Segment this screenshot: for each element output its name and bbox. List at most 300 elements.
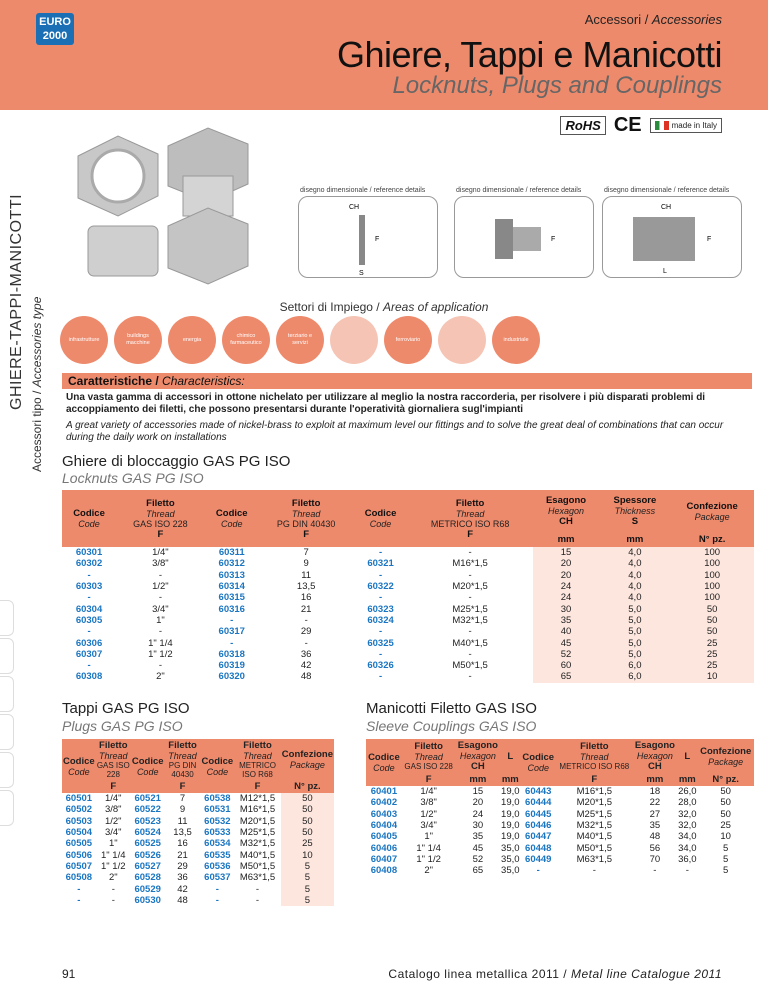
table-cell: 1" 1/4 <box>101 849 126 861</box>
table-cell: 5 <box>281 872 334 883</box>
area-services-icon: terziario e servizi <box>276 316 324 364</box>
table-cell: 10 <box>670 671 754 682</box>
table-cell: 60526 <box>134 849 161 861</box>
table-cell: 60303 <box>75 581 103 593</box>
svg-text:CH: CH <box>349 204 360 211</box>
table-cell: 35 <box>472 831 484 843</box>
table-cell: 65 <box>533 671 600 682</box>
table-cell: 5,0 <box>599 626 670 637</box>
table-cell: 1/2" <box>104 815 122 827</box>
table-cell: - <box>158 660 162 672</box>
table-cell: 60501 <box>65 793 93 805</box>
table-cell: 1" <box>108 838 118 850</box>
sidebar <box>0 110 44 994</box>
table-cell: 13,5 <box>173 827 192 839</box>
table-cell: 52 <box>533 649 600 660</box>
table-cell: - <box>468 547 472 559</box>
table-cell: 1" <box>424 831 433 843</box>
table-cell: 50 <box>670 626 754 637</box>
svg-text:F: F <box>375 236 380 243</box>
table-cell: 1/2" <box>420 808 437 820</box>
table-cell: 5,0 <box>599 637 670 648</box>
table-cell: 4,0 <box>599 570 670 581</box>
table-cell: 50 <box>281 804 334 815</box>
table-cell: 60317 <box>218 626 245 638</box>
table-cell: 25 <box>670 660 754 671</box>
table-cell: 1" 1/4 <box>416 842 441 854</box>
table-cell: 6,0 <box>599 660 670 671</box>
table-cell: 60402 <box>370 797 398 809</box>
table-cell: - <box>304 614 308 626</box>
table-row <box>366 820 754 831</box>
table-cell: - <box>77 894 81 906</box>
table-cell: 24 <box>472 808 484 820</box>
table-cell: 24 <box>533 581 600 592</box>
ce-mark: CE <box>613 114 642 136</box>
table-cell: 60448 <box>525 842 552 854</box>
table-cell: 35,0 <box>501 865 520 877</box>
table-cell: 11 <box>177 815 188 827</box>
sidebar-tabs <box>0 600 14 828</box>
plugs-title: Tappi GAS PG ISO <box>62 700 190 717</box>
table-cell: - <box>468 648 472 660</box>
table-cell: 2" <box>424 865 433 877</box>
table-cell: 60401 <box>370 786 398 798</box>
table-cell: M16*1,5 <box>576 786 613 798</box>
table-cell: 5 <box>723 853 729 865</box>
table-cell: 25 <box>720 820 731 832</box>
table-cell: - <box>111 894 115 906</box>
table-cell: 60307 <box>75 648 103 660</box>
table-cell: 60503 <box>65 815 93 827</box>
table-cell: - <box>77 883 81 895</box>
table-row <box>366 842 754 853</box>
italy-flag-icon <box>655 121 669 130</box>
table-cell: M16*1,5 <box>239 804 276 816</box>
table-cell: M16*1,5 <box>452 558 488 570</box>
table-cell: 70 <box>649 853 661 865</box>
table-cell: - <box>215 883 219 895</box>
table-row <box>62 570 754 581</box>
table-cell: M63*1,5 <box>576 853 613 865</box>
table-cell: M32*1,5 <box>576 820 613 832</box>
table-cell: 19,0 <box>501 786 520 798</box>
table-cell: 60536 <box>204 860 231 872</box>
table-row <box>62 615 754 626</box>
table-cell: 60324 <box>367 614 394 626</box>
table-cell: - <box>87 569 91 581</box>
table-cell: 52 <box>472 853 484 865</box>
svg-text:S: S <box>359 270 364 277</box>
table-cell: - <box>255 894 260 906</box>
table-cell: 19,0 <box>501 808 520 820</box>
table-cell: 60529 <box>134 883 161 895</box>
table-cell: 60508 <box>65 872 93 884</box>
table-row <box>62 804 334 815</box>
table-cell: - <box>158 626 162 638</box>
svg-text:F: F <box>707 236 712 243</box>
table-row <box>62 861 334 872</box>
table-cell: 60443 <box>525 786 552 798</box>
table-row <box>366 854 754 865</box>
table-cell: 60305 <box>75 614 103 626</box>
table-cell: 27 <box>649 808 661 820</box>
table-cell: 45 <box>533 637 600 648</box>
table-cell: M25*1,5 <box>452 603 488 615</box>
table-cell: 48 <box>300 671 312 683</box>
area-industrial-icon: industriale <box>492 316 540 364</box>
table-cell: 13,5 <box>296 581 316 593</box>
table-cell: 42 <box>177 883 188 895</box>
table-cell: 20 <box>533 558 600 569</box>
table-cell: 35 <box>533 615 600 626</box>
table-cell: - <box>592 865 596 877</box>
table-cell: M25*1,5 <box>239 827 276 839</box>
table-cell: - <box>536 865 540 877</box>
table-cell: 30 <box>472 820 484 832</box>
table-cell: 60314 <box>218 581 245 593</box>
table-cell: 60522 <box>134 804 161 816</box>
svg-text:F: F <box>551 236 556 243</box>
table-cell: 60 <box>533 660 600 671</box>
table-cell: 60535 <box>204 849 231 861</box>
table-cell: 36 <box>177 872 188 884</box>
table-cell: 20 <box>533 570 600 581</box>
table-row <box>62 872 334 883</box>
brand-logo: EURO 2000 <box>36 13 74 45</box>
table-cell: 29 <box>300 626 312 638</box>
table-cell: - <box>87 626 91 638</box>
characteristics-text-it: Una vasta gamma di accessori in ottone nichelato per utilizzare al meglio la nostra raccorderia, per risolvere i più disparati problemi di accoppiamento dei filetti, che possono presentarsi durante l'operatività giornaliera sugl'impianti <box>66 392 706 415</box>
table-cell: - <box>378 592 383 604</box>
table-cell: 5,0 <box>599 649 670 660</box>
table-cell: 10 <box>281 849 334 860</box>
table-cell: 60316 <box>218 603 245 615</box>
table-cell: 7 <box>179 793 186 805</box>
table-cell: - <box>230 637 234 649</box>
table-cell: - <box>255 883 260 895</box>
product-photo <box>58 116 288 286</box>
page-title: Ghiere, Tappi e Manicotti <box>336 34 722 75</box>
locknuts-subtitle: Locknuts GAS PG ISO <box>62 470 204 486</box>
svg-text:L: L <box>663 268 667 275</box>
table-cell: 1/4" <box>420 786 437 798</box>
table-cell: 60538 <box>204 793 231 805</box>
table-cell: 36 <box>300 648 312 660</box>
table-cell: 60534 <box>204 838 231 850</box>
table-cell: 1" 1/2 <box>148 648 173 660</box>
table-cell: 60306 <box>75 637 103 649</box>
table-cell: 60449 <box>525 853 552 865</box>
table-cell: 2" <box>156 671 165 683</box>
certification-marks <box>560 114 722 137</box>
table-cell: 60523 <box>134 815 161 827</box>
table-cell: 30 <box>533 603 600 614</box>
locknuts-table: Codice Code Filetto Thread GAS ISO 228 F Codice Code Filetto Thread PG DIN 40430 F Codice Code Filetto Thread METRICO ISO R68 F Esagono Hexagon CH Spessore Thickness S Confezione Package mm mm N° pz. 60301 1/4" 60311 7 - - 15 4,0 100 60302 3/8" 60312 9 60321 M16*1,5 20 4,0 100 - - 60313 11 - - 20 4,0 100 60303 1/2" 60314 13,5 60322 M20*1,5 24 4,0 100 - - 60315 16 - - 24 4,0 100 60304 3/4" 60316 21 60323 M25*1,5 30 5,0 50 60305 1" - - 60324 M32*1,5 35 5,0 50 - - 60317 29 - - 40 5,0 50 60306 1" 1/4 - - 60325 M40*1,5 45 5,0 25 60307 1" 1/2 60318 36 - - 52 5,0 25 - - 60319 42 60326 M50*1,5 60 6,0 25 60308 2" 60320 48 - - 65 6,0 10 <box>62 490 754 683</box>
drawing-label-3: disegno dimensionale / reference details <box>604 187 730 194</box>
table-cell: 60405 <box>370 831 398 843</box>
table-cell: 36,0 <box>678 853 697 865</box>
table-cell: 4,0 <box>599 592 670 603</box>
table-cell: 32,0 <box>678 820 697 832</box>
table-cell: 60444 <box>525 797 552 809</box>
table-cell: 100 <box>670 558 754 569</box>
drawing-label-1: disegno dimensionale / reference details <box>300 187 426 194</box>
page-number: 91 <box>62 967 76 981</box>
table-row <box>366 809 754 820</box>
table-cell: - <box>468 626 472 638</box>
table-cell: 35,0 <box>501 842 520 854</box>
table-cell: 2" <box>108 872 118 884</box>
table-cell: - <box>87 660 91 672</box>
table-cell: 18 <box>649 786 661 798</box>
table-cell: 3/8" <box>420 797 437 809</box>
table-row <box>62 637 754 648</box>
table-row <box>62 883 334 894</box>
table-cell: 6,0 <box>599 671 670 682</box>
table-cell: 60404 <box>370 820 398 832</box>
table-cell: M20*1,5 <box>452 581 488 593</box>
table-cell: 35,0 <box>501 853 520 865</box>
table-cell: 60406 <box>370 842 398 854</box>
table-cell: 5 <box>281 861 334 872</box>
table-cell: 60532 <box>204 815 231 827</box>
table-cell: 100 <box>670 570 754 581</box>
characteristics-text-en: A great variety of accessories made of nickel-brass to exploit at maximum level our fittings and to solve the great deal of combinations that can occur during the daily work on installations <box>66 420 724 443</box>
table-cell: - <box>87 592 91 604</box>
table-cell: 20 <box>472 797 484 809</box>
table-cell: 60533 <box>204 827 231 839</box>
table-cell: - <box>468 671 472 683</box>
table-cell: 60308 <box>75 671 103 683</box>
table-cell: 60447 <box>525 831 552 843</box>
table-cell: 60530 <box>134 894 161 906</box>
table-cell: 3/4" <box>420 820 437 832</box>
table-cell: 1" 1/2 <box>416 853 441 865</box>
table-cell: - <box>378 648 383 660</box>
table-row <box>62 603 754 614</box>
table-row <box>62 671 754 682</box>
table-cell: 21 <box>177 849 188 861</box>
table-cell: 10 <box>720 831 731 843</box>
table-cell: 100 <box>670 547 754 558</box>
table-cell: 42 <box>300 660 312 672</box>
table-cell: 48 <box>649 831 661 843</box>
table-cell: 4,0 <box>599 581 670 592</box>
table-cell: 60311 <box>218 547 245 559</box>
table-cell: 5 <box>281 883 334 894</box>
table-cell: - <box>685 865 689 877</box>
table-cell: 16 <box>300 592 312 604</box>
table-cell: 50 <box>281 816 334 827</box>
table-cell: 60521 <box>134 793 161 805</box>
table-cell: 5,0 <box>599 603 670 614</box>
table-cell: 60301 <box>75 547 103 559</box>
table-cell: - <box>215 894 219 906</box>
table-cell: 22 <box>649 797 661 809</box>
area-railway-icon: ferroviario <box>384 316 432 364</box>
table-cell: 50 <box>720 786 731 798</box>
table-cell: 60528 <box>134 872 161 884</box>
table-cell: 24 <box>533 592 600 603</box>
table-row <box>62 558 754 569</box>
table-cell: 60312 <box>218 558 245 570</box>
table-cell: 5 <box>723 865 729 877</box>
table-cell: M40*1,5 <box>576 831 613 843</box>
table-cell: 60319 <box>218 660 245 672</box>
table-cell: 45 <box>472 842 484 854</box>
table-cell: M40*1,5 <box>239 849 276 861</box>
table-row <box>62 547 754 558</box>
table-cell: 40 <box>533 626 600 637</box>
table-row <box>62 816 334 827</box>
table-cell: 9 <box>179 804 186 816</box>
table-cell: 3/4" <box>152 603 169 615</box>
table-cell: 60315 <box>218 592 245 604</box>
table-cell: 29 <box>177 860 188 872</box>
table-cell: - <box>230 614 234 626</box>
table-cell: M50*1,5 <box>452 660 488 672</box>
table-cell: M40*1,5 <box>452 637 488 649</box>
table-cell: 65 <box>472 865 484 877</box>
table-cell: 25 <box>281 838 334 849</box>
table-cell: 1/4" <box>152 547 169 559</box>
drawing-plug <box>454 196 594 278</box>
table-cell: 60506 <box>65 849 93 861</box>
table-cell: 60408 <box>370 865 398 877</box>
area-energy-icon: energia <box>168 316 216 364</box>
table-cell: 60318 <box>218 648 245 660</box>
areas-title: Settori di Impiego / Areas of application <box>279 300 489 314</box>
table-cell: 34,0 <box>678 842 697 854</box>
table-row <box>62 827 334 838</box>
catalog-footer: Catalogo linea metallica 2011 / Metal line Catalogue 2011 <box>388 967 722 981</box>
table-cell: M20*1,5 <box>239 815 276 827</box>
table-cell: 19,0 <box>501 820 520 832</box>
table-cell: 56 <box>649 842 661 854</box>
table-cell: 9 <box>303 558 309 570</box>
table-cell: 5 <box>723 842 729 854</box>
table-row <box>62 849 334 860</box>
table-cell: 32,0 <box>678 808 697 820</box>
table-cell: 3/8" <box>104 804 122 816</box>
table-cell: 50 <box>670 615 754 626</box>
table-cell: 34,0 <box>678 831 697 843</box>
locknuts-title: Ghiere di bloccaggio GAS PG ISO <box>62 453 291 470</box>
table-cell: 60524 <box>134 827 161 839</box>
table-cell: 21 <box>300 603 312 615</box>
table-cell: M63*1,5 <box>239 872 276 884</box>
areas-of-application <box>60 316 540 364</box>
table-row <box>62 626 754 637</box>
area-dim-icon-2 <box>438 316 486 364</box>
category-label: Accessori / Accessories <box>584 12 722 27</box>
table-cell: 60537 <box>204 872 231 884</box>
table-cell: 15 <box>533 547 600 558</box>
table-cell: 60325 <box>367 637 394 649</box>
table-cell: M50*1,5 <box>576 842 613 854</box>
table-cell: 1/2" <box>152 581 169 593</box>
table-cell: 60313 <box>218 569 245 581</box>
rohs-mark: RoHS <box>560 116 605 135</box>
table-cell: 60505 <box>65 838 93 850</box>
table-row <box>62 895 334 906</box>
table-cell: M50*1,5 <box>239 860 276 872</box>
table-cell: 15 <box>472 786 484 798</box>
characteristics-heading: Caratteristiche / Characteristics: <box>62 373 752 389</box>
table-cell: 60304 <box>75 603 103 615</box>
table-cell: 48 <box>177 894 188 906</box>
couplings-subtitle: Sleeve Couplings GAS ISO <box>366 718 537 734</box>
table-row <box>366 786 754 797</box>
table-cell: 1/4" <box>104 793 122 805</box>
table-cell: 60446 <box>525 820 552 832</box>
table-cell: 60323 <box>367 603 394 615</box>
table-row <box>366 831 754 842</box>
table-cell: 25 <box>670 637 754 648</box>
table-cell: 50 <box>720 797 731 809</box>
table-cell: 100 <box>670 592 754 603</box>
made-in-italy-badge: made in Italy <box>650 118 722 133</box>
table-cell: 1" <box>156 614 165 626</box>
couplings-title: Manicotti Filetto GAS ISO <box>366 700 537 717</box>
table-row <box>62 581 754 592</box>
table-cell: 1" 1/4 <box>148 637 173 649</box>
table-row <box>62 592 754 603</box>
table-cell: - <box>378 626 383 638</box>
table-cell: 35 <box>649 820 661 832</box>
table-cell: M20*1,5 <box>576 797 613 809</box>
table-cell: 60502 <box>65 804 93 816</box>
area-infrastructure-icon: infrastrutture <box>60 316 108 364</box>
table-cell: 26,0 <box>678 786 697 798</box>
table-cell: 50 <box>281 827 334 838</box>
plugs-subtitle: Plugs GAS PG ISO <box>62 718 183 734</box>
table-row <box>366 797 754 808</box>
table-cell: M25*1,5 <box>576 808 613 820</box>
table-cell: 60326 <box>367 660 394 672</box>
table-cell: 60407 <box>370 853 398 865</box>
table-cell: - <box>378 547 383 559</box>
table-cell: 7 <box>303 547 309 559</box>
table-cell: 60320 <box>218 671 245 683</box>
table-row <box>62 838 334 849</box>
table-cell: 4,0 <box>599 558 670 569</box>
table-cell: 50 <box>720 808 731 820</box>
table-cell: - <box>378 671 383 683</box>
table-cell: 60445 <box>525 808 552 820</box>
table-cell: - <box>304 637 308 649</box>
table-cell: 5 <box>281 895 334 906</box>
table-cell: M32*1,5 <box>452 614 488 626</box>
table-row <box>366 865 754 876</box>
table-cell: 60531 <box>204 804 231 816</box>
table-cell: 3/4" <box>104 827 122 839</box>
table-cell: 28,0 <box>678 797 697 809</box>
table-cell: 60302 <box>75 558 103 570</box>
table-cell: 25 <box>670 649 754 660</box>
area-machinery-icon: buildings macchine <box>114 316 162 364</box>
table-cell: - <box>653 865 657 877</box>
table-cell: 3/8" <box>152 558 169 570</box>
table-cell: 100 <box>670 581 754 592</box>
table-cell: - <box>468 592 472 604</box>
table-cell: 60322 <box>367 581 394 593</box>
table-row <box>62 793 334 804</box>
sidebar-type: GHIERE-TAPPI-MANICOTTI <box>8 193 25 410</box>
table-cell: 60527 <box>134 860 161 872</box>
page-subtitle: Locknuts, Plugs and Couplings <box>392 72 722 99</box>
